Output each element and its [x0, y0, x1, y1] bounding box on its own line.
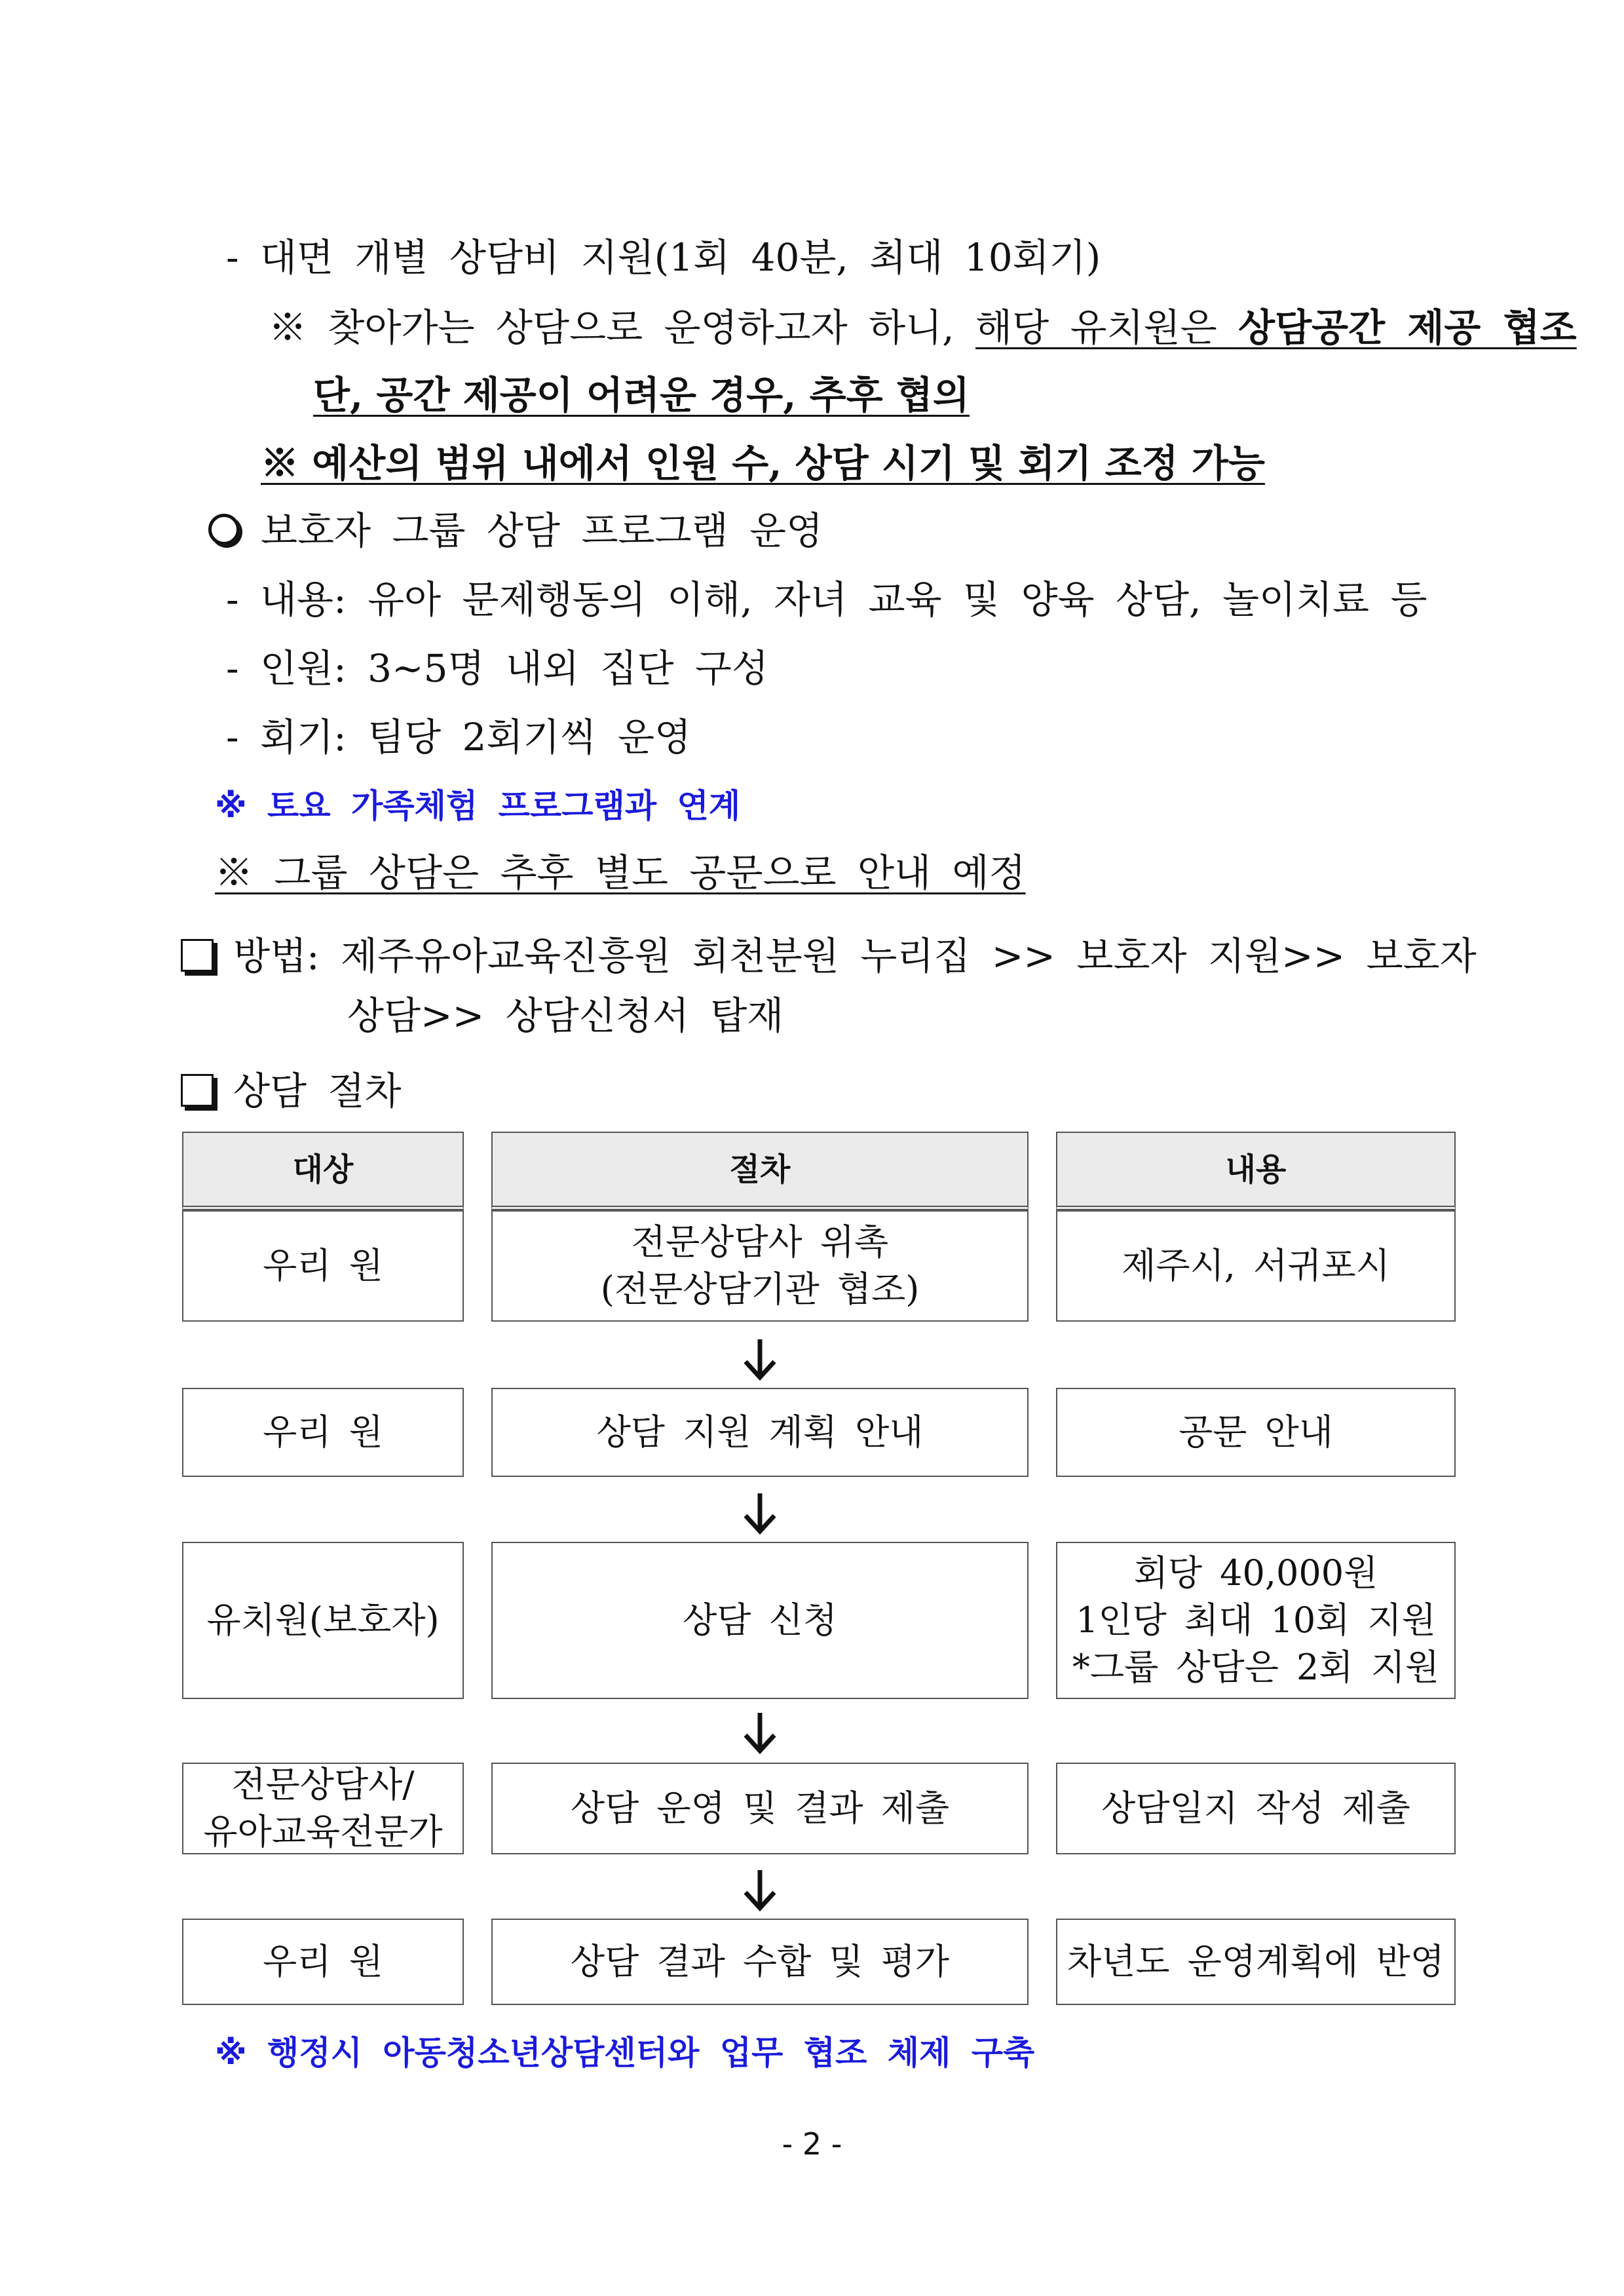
page-number: - 2 - — [782, 2126, 842, 2162]
row3-step: 상담 신청 — [491, 1542, 1029, 1699]
method-line-1-text: 방법: 제주유아교육진흥원 회천분원 누리집 >> 보호자 지원>> 보호자 — [233, 934, 1477, 978]
group-content-line: - 내용: 유아 문제행동의 이해, 자녀 교육 및 양육 상담, 놀이치료 등 — [226, 577, 1427, 622]
saturday-program-note: ※ 토요 가족체험 프로그램과 연계 — [215, 787, 741, 825]
row2-target: 우리 원 — [182, 1388, 464, 1477]
square-bullet-icon — [181, 939, 214, 972]
arrow-down-icon — [740, 1710, 780, 1756]
group-section-title-text: 보호자 그룹 상담 프로그램 운영 — [261, 508, 823, 553]
method-line-1 — [181, 933, 1477, 979]
row3-content-line3: *그룹 상담은 2회 지원 — [1072, 1647, 1440, 1688]
space-note: 단, 공간 제공이 어려운 경우, 추후 협의 — [313, 373, 970, 417]
group-notice-note: ※ 그룹 상담은 추후 별도 공문으로 안내 예정 — [215, 851, 1026, 895]
cooperation-note: ※ 행정시 아동청소년상담센터와 업무 협조 체제 구축 — [215, 2034, 1035, 2072]
row3-content-line2: 1인당 최대 10회 지원 — [1076, 1599, 1436, 1641]
method-line-2: 상담>> 상담신청서 탑재 — [347, 993, 784, 1038]
visiting-note-underlined: 해당 유치원은 — [975, 305, 1239, 350]
row3-target: 유치원(보호자) — [182, 1542, 464, 1699]
arrow-down-icon — [740, 1867, 780, 1913]
visiting-note-prefix: ※ 찾아가는 상담으로 운영하고자 하니, — [269, 305, 976, 350]
row1-step-line2: (전문상담기관 협조) — [600, 1269, 920, 1310]
procedure-title — [181, 1068, 402, 1114]
row4-target-line1: 전문상담사/ — [231, 1764, 415, 1805]
row4-target-line2: 유아교육전문가 — [203, 1811, 443, 1852]
visiting-note — [269, 305, 1577, 351]
header-target: 대상 — [182, 1132, 464, 1210]
row1-target: 우리 원 — [182, 1210, 464, 1322]
row2-content: 공문 안내 — [1056, 1388, 1456, 1477]
row1-step-line1: 전문상담사 위촉 — [631, 1221, 889, 1263]
row5-step: 상담 결과 수합 및 평가 — [491, 1919, 1029, 2005]
visiting-note-bold: 상담공간 제공 협조 — [1238, 305, 1577, 350]
row3-content — [1056, 1542, 1456, 1699]
row1-content: 제주시, 서귀포시 — [1056, 1210, 1456, 1322]
square-bullet-icon — [181, 1074, 214, 1107]
group-people-line: - 인원: 3~5명 내외 집단 구성 — [226, 646, 768, 691]
support-line: - 대면 개별 상담비 지원(1회 40분, 최대 10회기) — [226, 235, 1101, 280]
procedure-title-text: 상담 절차 — [233, 1069, 402, 1113]
group-section-title — [208, 508, 823, 554]
row5-target: 우리 원 — [182, 1919, 464, 2005]
row4-target — [182, 1763, 464, 1854]
row4-content: 상담일지 작성 제출 — [1056, 1763, 1456, 1854]
row4-step: 상담 운영 및 결과 제출 — [491, 1763, 1029, 1854]
row3-content-line1: 회당 40,000원 — [1133, 1552, 1378, 1594]
group-sessions-line: - 회기: 팀당 2회기씩 운영 — [226, 715, 692, 759]
header-content: 내용 — [1056, 1132, 1456, 1210]
row5-content: 차년도 운영계획에 반영 — [1056, 1919, 1456, 2005]
row2-step: 상담 지원 계획 안내 — [491, 1388, 1029, 1477]
header-step: 절차 — [491, 1132, 1029, 1210]
arrow-down-icon — [740, 1491, 780, 1537]
arrow-down-icon — [740, 1337, 780, 1383]
circle-bullet-icon — [208, 514, 240, 545]
budget-note: ※ 예산의 범위 내에서 인원 수, 상담 시기 및 회기 조정 가능 — [261, 441, 1265, 486]
row1-step — [491, 1210, 1029, 1322]
